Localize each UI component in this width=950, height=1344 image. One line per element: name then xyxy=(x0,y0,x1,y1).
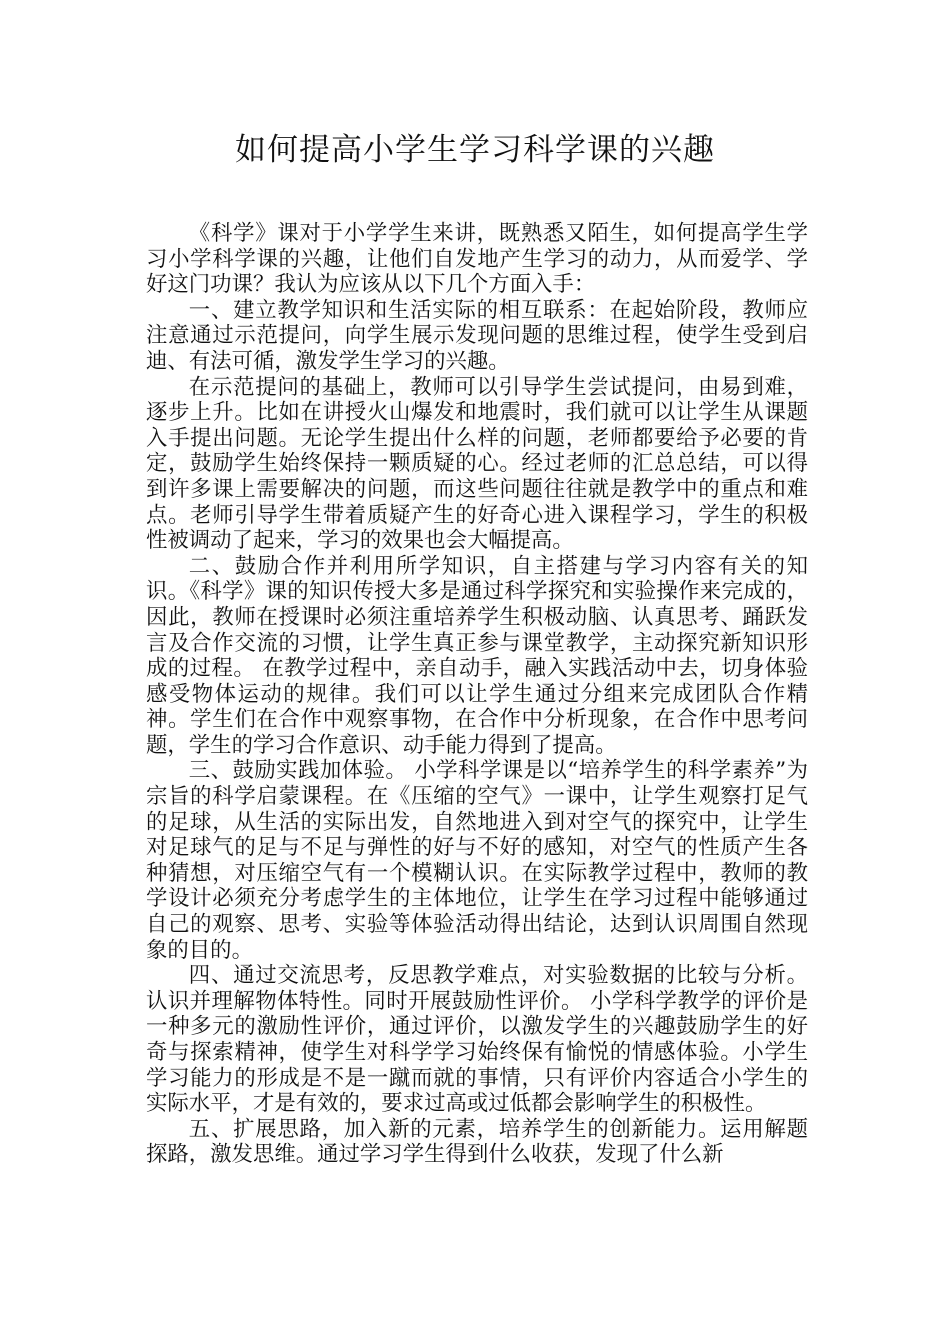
paragraph-intro: 《科学》课对于小学学生来讲，既熟悉又陌生，如何提高学生学习小学科学课的兴趣，让他们自发地产生学习的动力，从而爱学、学好这门功课？我认为应该从以下几个方面入手： xyxy=(146,221,808,298)
paragraph-point-3: 三、鼓励实践加体验。 小学科学课是以“培养学生的科学素养”为宗旨的科学启蒙课程。在《压缩的空气》一课中，让学生观察打足气的足球，从生活的实际出发，自然地进入到对空气的探究中，让学生对足球气的足与不足与弹性的好与不好的感知，对空气的性质产生各种猜想，对压缩空气有一个模糊认识。在实际教学过程中，教师的教学设计必须充分考虑学生的主体地位，让学生在学习过程中能够通过自己的观察、思考、实验等体验活动得出结论，达到认识周围自然现象的目的。 xyxy=(146,758,808,963)
paragraph-point-2: 二、鼓励合作并利用所学知识，自主搭建与学习内容有关的知识。《科学》课的知识传授大多是通过科学探究和实验操作来完成的，因此，教师在授课时必须注重培养学生积极动脑、认真思考、踊跃发言及合作交流的习惯，让学生真正参与课堂教学，主动探究新知识形成的过程。 在教学过程中，亲自动手，融入实践活动中去，切身体验感受物体运动的规律。我们可以让学生通过分组来完成团队合作精神。学生们在合作中观察事物，在合作中分析现象，在合作中思考问题，学生的学习合作意识、动手能力得到了提高。 xyxy=(146,553,808,758)
paragraph-point-5: 五、扩展思路，加入新的元素，培养学生的创新能力。运用解题探路，激发思维。通过学习学生得到什么收获，发现了什么新 xyxy=(146,1116,808,1168)
paragraph-point-1: 一、建立教学知识和生活实际的相互联系：在起始阶段，教师应注意通过示范提问，向学生展示发现问题的思维过程，使学生受到启迪、有法可循，激发学生学习的兴趣。 xyxy=(146,297,808,374)
paragraph-point-4: 四、通过交流思考，反思教学难点，对实验数据的比较与分析。认识并理解物体特性。同时开展鼓励性评价。 小学科学教学的评价是一种多元的激励性评价，通过评价，以激发学生的兴趣鼓励学生的好奇与探索精神，使学生对科学学习始终保有愉悦的情感体验。小学生学习能力的形成是不是一蹴而就的事情，只有评价内容适合小学生的实际水平，才是有效的，要求过高或过低都会影响学生的积极性。 xyxy=(146,963,808,1117)
document-title: 如何提高小学生学习科学课的兴趣 xyxy=(235,132,715,168)
paragraph-point-1-detail: 在示范提问的基础上，教师可以引导学生尝试提问，由易到难，逐步上升。比如在讲授火山爆发和地震时，我们就可以让学生从课题入手提出问题。无论学生提出什么样的问题，老师都要给予必要的肯定，鼓励学生始终保持一颗质疑的心。经过老师的汇总总结，可以得到许多课上需要解决的问题，而这些问题往往就是教学中的重点和难点。老师引导学生带着质疑产生的好奇心进入课程学习，学生的积极性被调动了起来，学习的效果也会大幅提高。 xyxy=(146,374,808,554)
document-body xyxy=(146,221,808,1168)
